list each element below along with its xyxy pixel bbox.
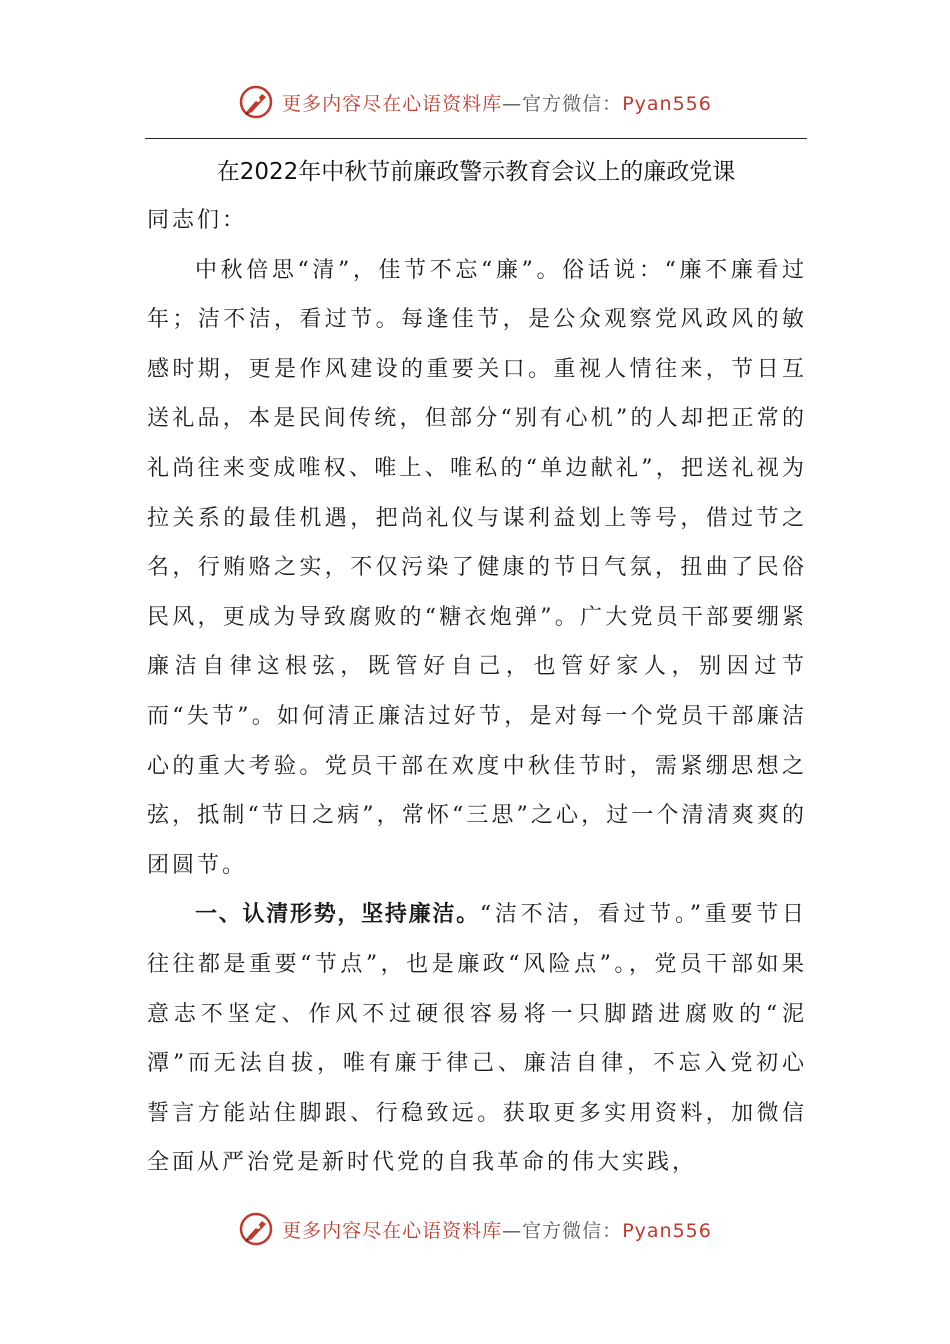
paragraph-2 xyxy=(147,890,807,1188)
watermark-dash: — xyxy=(502,92,523,115)
footer-watermark xyxy=(0,1207,950,1251)
header-rule xyxy=(145,138,807,139)
watermark-site: 更多内容尽在心语资料库 xyxy=(282,92,503,115)
watermark-id: Pyan556 xyxy=(622,92,712,115)
salutation: 同志们： xyxy=(147,208,248,233)
document-title: 在2022年中秋节前廉政警示教育会议上的廉政党课 xyxy=(216,159,736,185)
watermark-site: 更多内容尽在心语资料库 xyxy=(282,1219,503,1242)
watermark-label: 官方微信： xyxy=(522,92,623,115)
watermark-text xyxy=(282,89,712,116)
header-watermark xyxy=(0,80,950,124)
section-1-heading: 一、认清形势，坚持廉洁。 xyxy=(195,902,480,928)
section-1-body: “洁不洁，看过节。”重要节日往往都是重要“节点”，也是廉政“风险点”。，党员干部如果意志不坚定、作风不过硬很容易将一只脚踏进腐败的“泥潭”而无法自拔，唯有廉于律己、廉洁自律，不忘入党初心誓言方能站住脚跟、行稳致远。获取更多实用资料，加微信 全面从严治党是新时代党的自我革命的伟大实践， xyxy=(147,902,807,1176)
watermark-text xyxy=(282,1216,712,1243)
paragraph-1: 中秋倍思“清”，佳节不忘“廉”。俗话说：“廉不廉看过年；洁不洁，看过节。每逢佳节，是公众观察党风政风的敏感时期，更是作风建设的重要关口。重视人情往来，节日互送礼品，本是民间传统，但部分“别有心机”的人却把正常的礼尚往来变成唯权、唯上、唯私的“单边献礼”，把送礼视为拉关系的最佳机遇，把尚礼仪与谋利益划上等号，借过节之名，行贿赂之实，不仅污染了健康的节日气氛，扭曲了民俗民风，更成为导致腐败的“糖衣炮弹”。广大党员干部要绷紧廉洁自律这根弦，既管好自己，也管好家人，别因过节而“失节”。如何清正廉洁过好节，是对每一个党员干部廉洁心的重大考验。党员干部在欢度中秋佳节时，需紧绷思想之弦，抵制“节日之病”，常怀“三思”之心，过一个清清爽爽的团圆节。 xyxy=(147,257,807,878)
watermark-id: Pyan556 xyxy=(622,1219,712,1242)
document-body xyxy=(147,196,807,1188)
watermark-dash: — xyxy=(502,1219,523,1242)
pen-circle-logo-icon xyxy=(238,84,274,120)
watermark-label: 官方微信： xyxy=(522,1219,623,1242)
pen-circle-logo-icon xyxy=(238,1211,274,1247)
